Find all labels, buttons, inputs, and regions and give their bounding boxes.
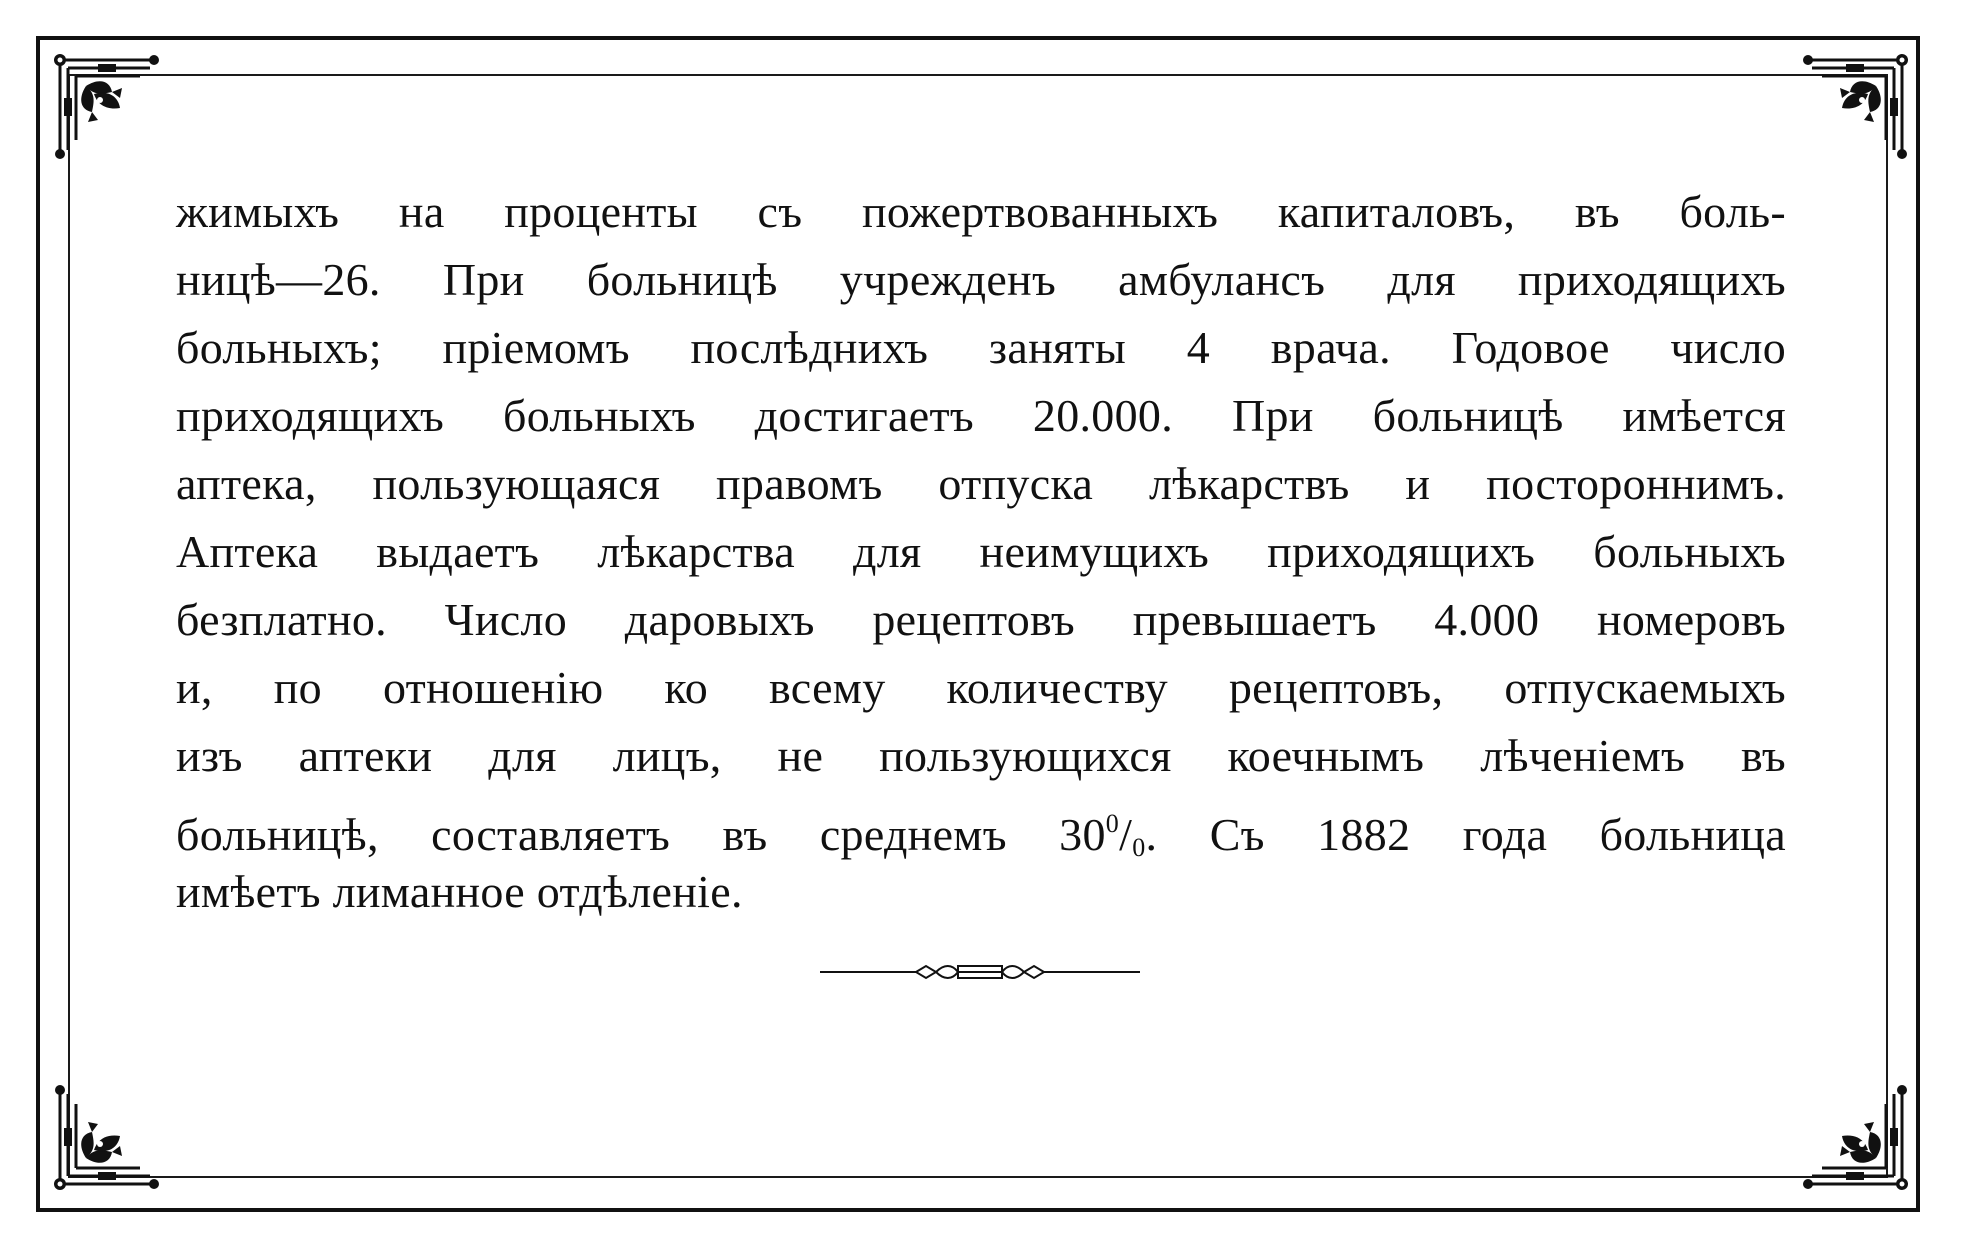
text-line: приходящихъ больныхъ достигаетъ 20.000. При больницѣ имѣется (176, 390, 1786, 441)
corner-ornament-top-right-icon (1800, 50, 1912, 162)
tailpiece-ornament-icon (820, 960, 1140, 984)
text-line: аптека, пользующаяся правомъ отпуска лѣкарствъ и постороннимъ. (176, 458, 1786, 509)
text-line: жимыхъ на проценты съ пожертвованныхъ капиталовъ, въ боль- (176, 186, 1786, 237)
text-line: Аптека выдаетъ лѣкарства для неимущихъ приходящихъ больныхъ (176, 526, 1786, 577)
text-line: безплатно. Число даровыхъ рецептовъ превышаетъ 4.000 номеровъ (176, 594, 1786, 645)
text-line: изъ аптеки для лицъ, не пользующихся коечнымъ лѣченіемъ въ (176, 730, 1786, 781)
corner-ornament-bottom-right-icon (1800, 1082, 1912, 1194)
text-line: ницѣ—26. При больницѣ учрежденъ амбулансъ для приходящихъ (176, 254, 1786, 305)
corner-ornament-bottom-left-icon (50, 1082, 162, 1194)
text-line: и, по отношенію ко всему количеству рецептовъ, отпускаемыхъ (176, 662, 1786, 713)
percent-sign-top: 0 (1105, 809, 1120, 838)
corner-ornament-top-left-icon (50, 50, 162, 162)
percent-sign-bottom: 0 (1132, 833, 1146, 862)
text-line-percent (176, 790, 1786, 862)
text-line: больныхъ; пріемомъ послѣднихъ заняты 4 врача. Годовое число (176, 322, 1786, 373)
text-line-last: имѣетъ лиманное отдѣленіе. (176, 866, 743, 917)
percent-sign-slash: / (1119, 809, 1133, 860)
text-segment: больницѣ, составляетъ въ среднемъ 30 (176, 809, 1106, 860)
text-segment: . Съ 1882 года больница (1145, 809, 1786, 860)
body-text (176, 178, 1786, 926)
